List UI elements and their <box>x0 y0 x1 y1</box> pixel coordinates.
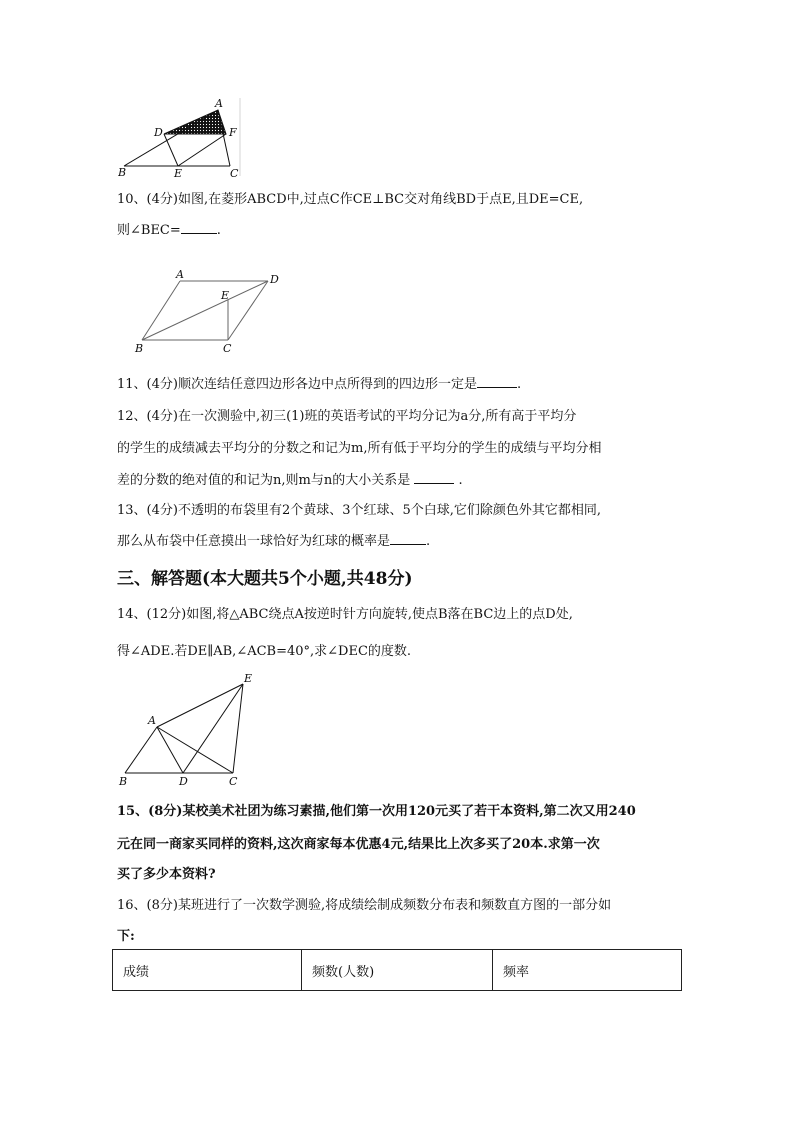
label-a: A <box>148 714 156 727</box>
label-e: E <box>221 289 230 302</box>
question-16-line2: 下: <box>117 929 135 944</box>
answer-blank-10 <box>181 221 217 234</box>
question-11 <box>117 373 521 392</box>
table-header-row <box>113 950 682 991</box>
answer-blank-11 <box>477 375 517 388</box>
question-12-line1: 12、(4分)在一次测验中,初三(1)班的英语考试的平均分记为a分,所有高于平均分 <box>117 409 577 424</box>
figure-triangle-adf <box>118 96 248 178</box>
question-12-line2: 的学生的成绩减去平均分的分数之和记为m,所有低于平均分的学生的成绩与平均分相 <box>117 441 602 456</box>
label-b: B <box>119 775 128 788</box>
question-10-suffix: . <box>216 223 221 238</box>
frequency-table <box>112 949 682 991</box>
label-b: B <box>118 166 127 178</box>
table-header-score: 成绩 <box>113 950 302 991</box>
label-b: B <box>135 342 144 355</box>
table-header-frequency: 频数(人数) <box>302 950 493 991</box>
question-13-line1: 13、(4分)不透明的布袋里有2个黄球、3个红球、5个白球,它们除颜色外其它都相同, <box>117 503 602 518</box>
label-e: E <box>244 672 253 685</box>
figure-rhombus-abcd <box>132 270 284 356</box>
label-d: D <box>179 775 188 788</box>
label-a: A <box>215 97 223 110</box>
question-11-text: 11、(4分)顺次连结任意四边形各边中点所得到的四边形一定是 <box>117 377 477 392</box>
answer-blank-13 <box>390 532 426 545</box>
table-header-rate: 频率 <box>493 950 682 991</box>
section-3-title: 三、解答题(本大题共5个小题,共48分) <box>117 569 413 589</box>
label-c: C <box>230 167 239 178</box>
label-e: E <box>174 167 183 178</box>
question-13-suffix: . <box>426 534 431 549</box>
label-f: F <box>229 126 237 139</box>
answer-blank-12 <box>414 471 454 484</box>
question-10-prefix: 则∠BEC= <box>117 223 181 238</box>
question-13-line2 <box>117 530 430 549</box>
question-15-line3: 买了多少本资料? <box>117 867 216 882</box>
label-d: D <box>154 126 163 139</box>
question-10-line1: 10、(4分)如图,在菱形ABCD中,过点C作CE⊥BC交对角线BD于点E,且DE=CE, <box>117 192 584 207</box>
question-12-suffix: . <box>458 473 463 488</box>
question-15-line1: 15、(8分)某校美术社团为练习素描,他们第一次用120元买了若干本资料,第二次又用240 <box>117 804 636 819</box>
question-10-line2 <box>117 219 221 238</box>
question-14-line1: 14、(12分)如图,将△ABC绕点A按逆时针方向旋转,使点B落在BC边上的点D处, <box>117 607 573 622</box>
figure-rotation-triangle <box>115 672 260 790</box>
question-11-suffix: . <box>516 377 522 392</box>
question-15-line2: 元在同一商家买同样的资料,这次商家每本优惠4元,结果比上次多买了20本.求第一次 <box>117 837 600 852</box>
question-12-line3 <box>117 469 463 488</box>
label-c: C <box>229 775 238 788</box>
question-14-line2: 得∠ADE.若DE∥AB,∠ACB=40°,求∠DEC的度数. <box>117 644 412 659</box>
question-16-line1: 16、(8分)某班进行了一次数学测验,将成绩绘制成频数分布表和频数直方图的一部分如 <box>117 898 612 913</box>
label-c: C <box>223 342 232 355</box>
label-d: D <box>270 273 279 286</box>
question-12-prefix: 差的分数的绝对值的和记为n,则m与n的大小关系是 <box>117 473 411 488</box>
question-13-prefix: 那么从布袋中任意摸出一球恰好为红球的概率是 <box>117 534 391 549</box>
label-a: A <box>176 270 184 281</box>
